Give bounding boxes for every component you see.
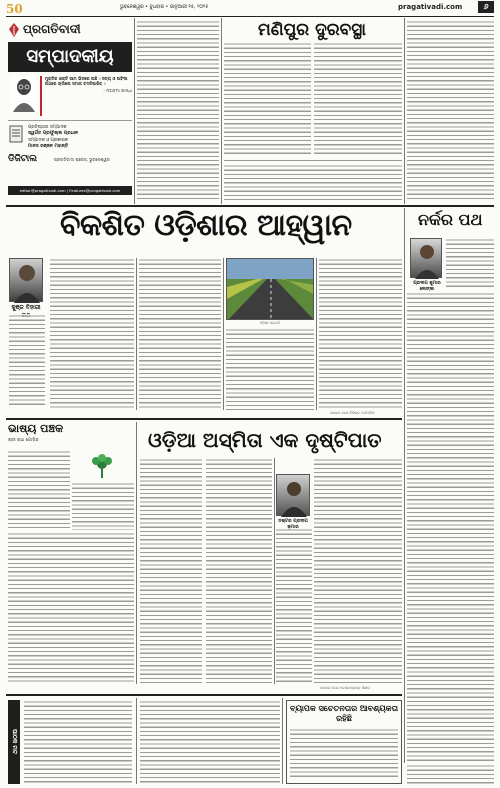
page-number: ୬ <box>478 1 494 13</box>
column-box-text-c <box>8 532 134 684</box>
gandhi-portrait <box>10 76 38 112</box>
right-text-intro <box>446 238 494 288</box>
editorial-text-col2 <box>224 42 311 157</box>
awareness-text <box>290 728 398 780</box>
right-footer-text <box>407 764 494 784</box>
lead-text-col3 <box>226 328 314 410</box>
right-headline: ନର୍କର ପଥ <box>418 210 483 229</box>
website-link[interactable]: pragativadi.com <box>398 3 463 11</box>
digital-tag: ଡିଜିଟାଲ <box>8 154 38 164</box>
lead-author-name: କୁଞ୍ଜ ବିହାରୀ <box>11 304 41 311</box>
founder-label: ପ୍ରତିଷ୍ଠାତା ସମ୍ପାଦକ <box>28 125 67 130</box>
right-author-photo <box>410 238 442 278</box>
bottom-text-col3-lower <box>276 528 312 684</box>
column-box-headline: ଭାଷ୍ୟ ପଞ୍ଚକ <box>8 422 64 435</box>
brand-name: ପ୍ରଗତିବାଦୀ <box>23 22 81 36</box>
lead-author-bio <box>9 314 45 406</box>
editorial-text-col3 <box>314 42 402 157</box>
quote-text: ମୁକ୍ତିର ଶକ୍ତି ଆମ ଭିତରେ ଅଛି । ସତ୍ୟ ଓ ଅହିଂସା ପଥରେ ଚାଲିଲେ ସମାଜ ବଦଳିପାରିବ । <box>45 76 128 87</box>
reader-sidebar-label: ପାଠକ ମତ <box>8 700 20 784</box>
awareness-box <box>286 700 402 784</box>
right-author-name: ପ୍ରଦୀପ କୁମାର ଲେଙ୍କା <box>413 281 441 292</box>
bottom-strip-text <box>140 700 280 784</box>
lead-text-col1 <box>50 258 134 410</box>
anniversary-logo: 50 <box>6 2 23 16</box>
editor-label: ସମ୍ପାଦକ ଓ ପ୍ରକାଶକ <box>28 138 68 143</box>
email-bar[interactable]: editor@pragativadi.com | Features@pragativadi.com <box>8 186 132 195</box>
column-box-text-b <box>72 482 134 530</box>
bottom-author-photo <box>276 474 310 516</box>
lead-text-col2 <box>139 258 221 410</box>
bottom-text-col2 <box>206 458 272 684</box>
lead-photo <box>226 258 314 320</box>
brand-logo <box>8 21 132 39</box>
editorial-text-col4 <box>224 164 402 202</box>
editor-name: ମାନସ ରଞ୍ଜନ ମହାନ୍ତି <box>28 144 69 149</box>
bottom-text-col1 <box>140 458 202 684</box>
right-text-body <box>407 292 494 762</box>
pen-icon <box>8 22 20 36</box>
date-line: ଭୁବନେଶ୍ୱର • ବୁଧବାର • ଜାନୁଆରୀ ୧୫, ୨୦୨୫ <box>120 5 209 10</box>
quote-author: - ମହାତ୍ମା ଗାନ୍ଧୀ <box>103 88 132 94</box>
editorial-text-col1 <box>137 20 219 202</box>
editorial-headline: ମଣିପୁର ଦୁରବସ୍ଥା <box>258 20 366 40</box>
lead-text-col4 <box>319 258 402 410</box>
bottom-author-name: ଡକ୍ଟର ପ୍ରଦୀପ <box>278 519 308 524</box>
column-box <box>8 422 134 450</box>
flower-icon <box>72 452 132 480</box>
lead-headline: ବିକଶିତ ଓଡ଼ିଶାର ଆହ୍ୱାନ <box>60 208 352 243</box>
column-box-text-a <box>8 450 70 530</box>
lead-end-mark: ଲେଖକ ଜଣେ ବିଶିଷ୍ଟ ଅର୍ଥନୀତିଜ୍ଞ <box>330 411 375 415</box>
bottom-text-col3 <box>314 458 402 684</box>
address: ପ୍ରଗତିବାଦୀ ପ୍ରେସ, ଭୁବନେଶ୍ୱର <box>54 157 110 162</box>
bottom-headline: ଓଡ଼ିଆ ଅସ୍ମିତା ଏକ ଦୃଷ୍ଟିପାତ <box>148 428 382 452</box>
awareness-headline: ବ୍ୟାପକ ସଚେତନତାର ଆବଶ୍ୟକତା ରହିଛି <box>290 704 398 723</box>
column-box-subtitle: ଶ୍ରୀ ରାଧା ଗୋବିନ୍ଦ <box>8 438 39 443</box>
lead-author-photo <box>9 258 43 302</box>
bottom-end-mark: ଲେଖକ ଜଣେ ଅବସରପ୍ରାପ୍ତ ଶିକ୍ଷକ <box>320 686 371 690</box>
right-text-upper <box>407 20 494 202</box>
scroll-icon <box>8 124 24 144</box>
quote-box <box>40 76 132 116</box>
publisher-block <box>8 124 132 184</box>
founder-name: ସ୍ୱର୍ଗତ ପ୍ରଫୁଲ୍ଲ ପ୍ରଧାନ <box>28 131 79 136</box>
reader-letter-text <box>24 700 132 784</box>
lead-photo-caption: ଓଡ଼ିଶା ପ୍ରଗତି <box>259 321 281 325</box>
section-title: ସମ୍ପାଦକୀୟ <box>8 42 132 72</box>
